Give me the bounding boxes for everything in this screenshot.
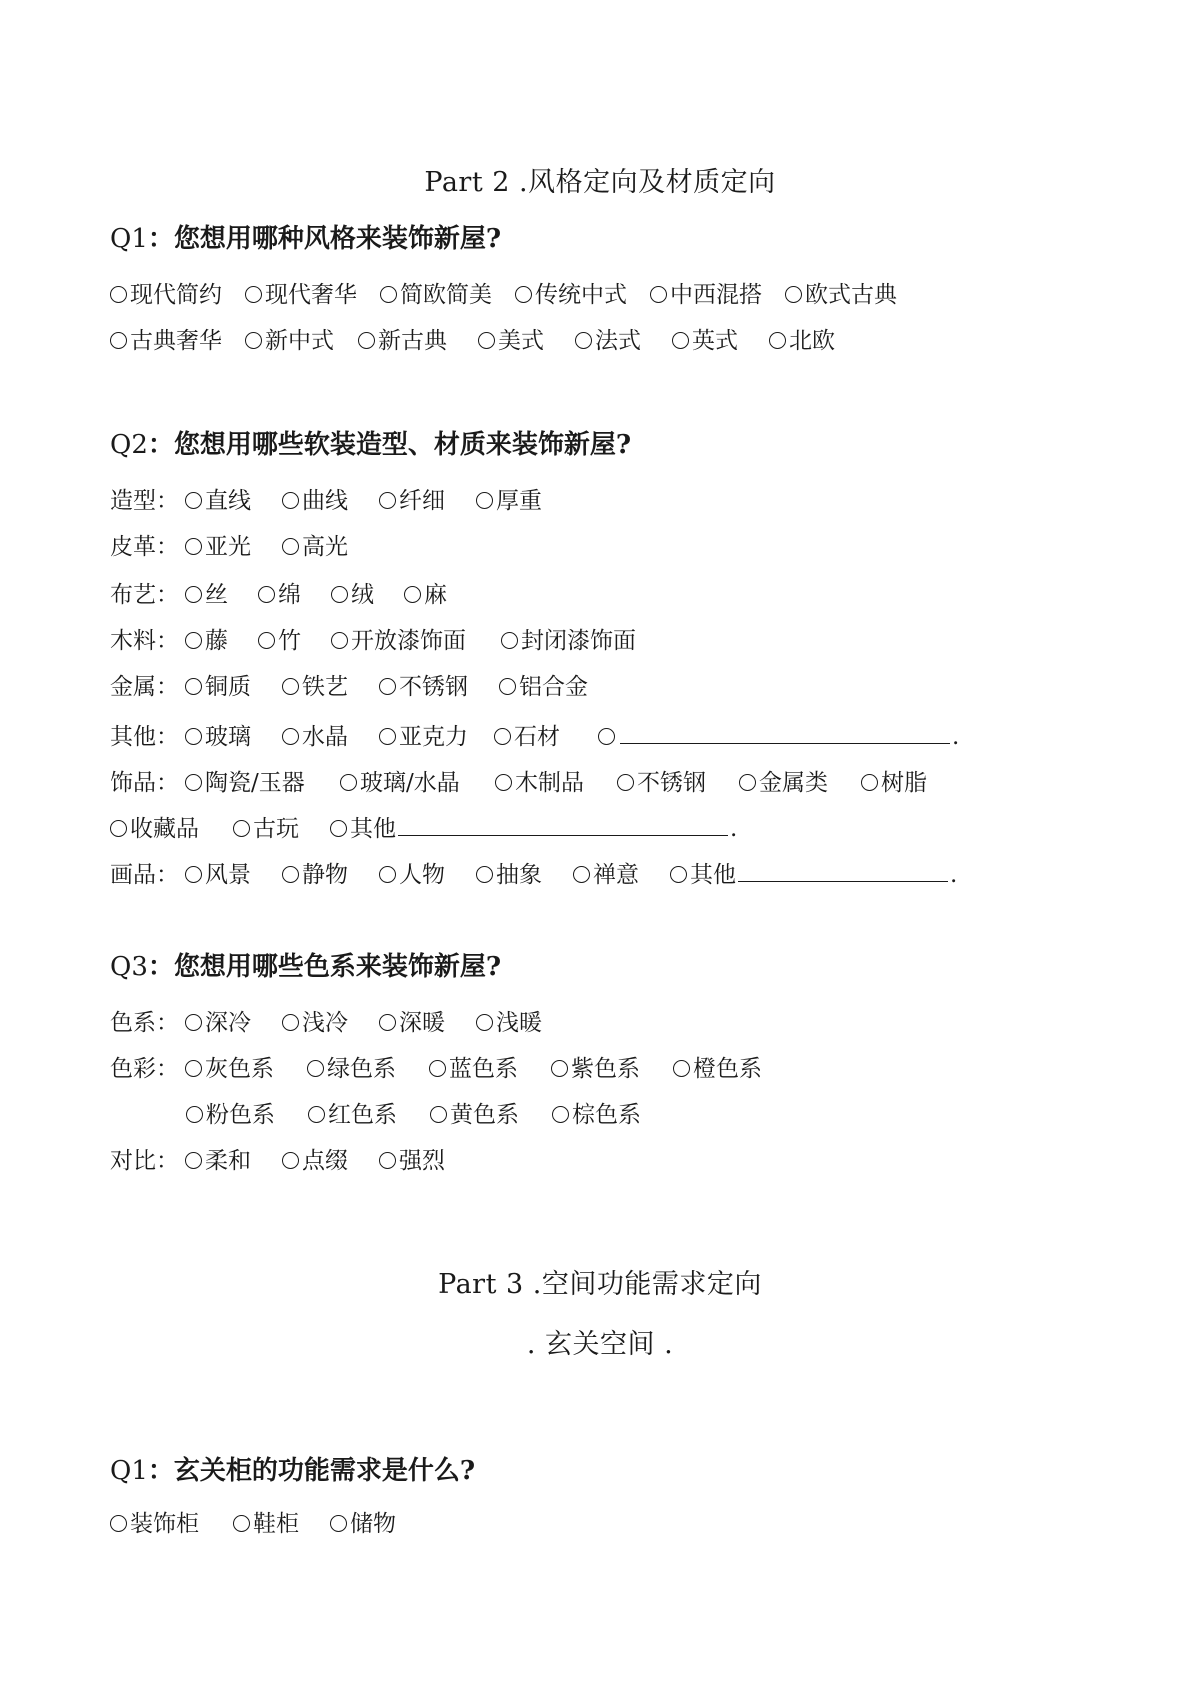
radio-circle-icon (110, 332, 127, 349)
question-entry-cabinet: Q1：玄关柜的功能需求是什么? (110, 1456, 476, 1486)
radio-circle-icon (185, 866, 202, 883)
radio-option[interactable]: 开放漆饰面 (331, 622, 501, 655)
tone-label: 色系： (110, 1010, 179, 1036)
radio-circle-icon (185, 1060, 202, 1077)
radio-circle-icon (404, 586, 421, 603)
radio-option[interactable]: 传统中式 (515, 276, 650, 309)
radio-option[interactable]: 储物 (330, 1505, 396, 1538)
color-label: 色彩： (110, 1056, 179, 1082)
fabric-row (110, 576, 447, 609)
radio-option[interactable]: 人物 (379, 856, 476, 889)
ornament-row (110, 764, 927, 797)
radio-circle-icon (670, 866, 687, 883)
radio-option[interactable]: 绿色系 (307, 1050, 429, 1083)
radio-circle-icon (258, 586, 275, 603)
radio-option[interactable]: 封闭漆饰面 (501, 622, 636, 655)
radio-option[interactable]: 陶瓷/玉器 (185, 764, 340, 797)
radio-option[interactable]: 藤 (185, 622, 258, 655)
radio-option[interactable]: 禅意 (573, 856, 670, 889)
radio-circle-icon (282, 678, 299, 695)
style-options-row-1 (110, 276, 897, 309)
radio-circle-icon (552, 1106, 569, 1123)
radio-option[interactable]: 装饰柜 (110, 1505, 233, 1538)
radio-option[interactable]: 蓝色系 (429, 1050, 551, 1083)
radio-option[interactable]: 英式 (672, 322, 769, 355)
radio-option[interactable]: 静物 (282, 856, 379, 889)
wood-row (110, 622, 636, 655)
contrast-label: 对比： (110, 1148, 179, 1174)
radio-option[interactable]: 浅暖 (476, 1004, 542, 1037)
radio-circle-icon (282, 538, 299, 555)
radio-option[interactable]: 亚光 (185, 528, 282, 561)
entry-cabinet-row (110, 1505, 396, 1538)
radio-option[interactable]: 柔和 (185, 1142, 282, 1175)
radio-circle-icon (379, 1152, 396, 1169)
leather-row (110, 528, 348, 561)
radio-option-other[interactable]: 其他 . (670, 856, 957, 889)
radio-circle-icon (617, 774, 634, 791)
radio-option[interactable]: 铝合金 (499, 668, 588, 701)
radio-circle-icon (331, 632, 348, 649)
radio-circle-icon (861, 774, 878, 791)
radio-option[interactable]: 不锈钢 (617, 764, 739, 797)
fabric-label: 布艺： (110, 582, 179, 608)
radio-circle-icon (186, 1106, 203, 1123)
radio-circle-icon (494, 728, 511, 745)
radio-circle-icon (478, 332, 495, 349)
radio-circle-icon (185, 586, 202, 603)
ornament-label: 饰品： (110, 770, 179, 796)
radio-option[interactable]: 北欧 (769, 322, 835, 355)
radio-option[interactable]: 树脂 (861, 764, 927, 797)
radio-circle-icon (379, 678, 396, 695)
radio-option-other[interactable]: 其他 . (330, 810, 737, 843)
radio-option[interactable]: 风景 (185, 856, 282, 889)
color-row-2 (186, 1096, 641, 1129)
radio-circle-icon (476, 866, 493, 883)
radio-option[interactable]: 美式 (478, 322, 575, 355)
radio-circle-icon (282, 728, 299, 745)
radio-option-other[interactable]: . (598, 721, 959, 750)
other-material-row (110, 718, 959, 751)
radio-circle-icon (110, 820, 127, 837)
radio-circle-icon (185, 1014, 202, 1031)
radio-option[interactable]: 亚克力 (379, 718, 494, 751)
question-style: Q1：您想用哪种风格来装饰新屋? (110, 224, 502, 254)
radio-circle-icon (245, 286, 262, 303)
radio-option[interactable]: 不锈钢 (379, 668, 499, 701)
radio-circle-icon (110, 286, 127, 303)
radio-circle-icon (430, 1106, 447, 1123)
other-label: 其他： (110, 724, 179, 750)
radio-circle-icon (258, 632, 275, 649)
radio-circle-icon (185, 492, 202, 509)
radio-circle-icon (495, 774, 512, 791)
radio-circle-icon (379, 1014, 396, 1031)
radio-circle-icon (185, 538, 202, 555)
radio-option[interactable]: 抽象 (476, 856, 573, 889)
radio-option[interactable]: 金属类 (739, 764, 861, 797)
radio-option[interactable]: 新古典 (358, 322, 478, 355)
radio-option[interactable]: 铜质 (185, 668, 282, 701)
radio-circle-icon (476, 492, 493, 509)
radio-option[interactable]: 水晶 (282, 718, 379, 751)
part2-title: Part 2 .风格定向及材质定向 (424, 167, 776, 198)
radio-option[interactable]: 铁艺 (282, 668, 379, 701)
radio-circle-icon (573, 866, 590, 883)
radio-option[interactable]: 中西混搭 (650, 276, 785, 309)
radio-option[interactable]: 石材 (494, 718, 598, 751)
radio-option[interactable]: 法式 (575, 322, 672, 355)
radio-circle-icon (330, 1515, 347, 1532)
question-materials: Q2：您想用哪些软装造型、材质来装饰新屋? (110, 430, 632, 460)
radio-option[interactable]: 竹 (258, 622, 331, 655)
radio-circle-icon (282, 492, 299, 509)
style-options-row-2 (110, 322, 835, 355)
radio-circle-icon (185, 678, 202, 695)
part3-title: Part 3 .空间功能需求定向 (438, 1269, 762, 1300)
radio-circle-icon (598, 728, 615, 745)
radio-option[interactable]: 收藏品 (110, 810, 233, 843)
radio-circle-icon (340, 774, 357, 791)
radio-circle-icon (769, 332, 786, 349)
radio-circle-icon (429, 1060, 446, 1077)
radio-circle-icon (185, 774, 202, 791)
radio-option[interactable]: 绒 (331, 576, 404, 609)
radio-circle-icon (185, 632, 202, 649)
radio-circle-icon (379, 866, 396, 883)
radio-circle-icon (380, 286, 397, 303)
radio-option[interactable]: 麻 (404, 576, 447, 609)
radio-option[interactable]: 鞋柜 (233, 1505, 330, 1538)
radio-option[interactable]: 木制品 (495, 764, 617, 797)
radio-option[interactable]: 现代奢华 (245, 276, 380, 309)
radio-circle-icon (185, 1152, 202, 1169)
radio-option[interactable]: 直线 (185, 482, 282, 515)
radio-option[interactable]: 曲线 (282, 482, 379, 515)
radio-option[interactable]: 古玩 (233, 810, 330, 843)
radio-circle-icon (308, 1106, 325, 1123)
radio-circle-icon (245, 332, 262, 349)
part3-subtitle: . 玄关空间 . (526, 1329, 674, 1360)
radio-circle-icon (331, 586, 348, 603)
radio-circle-icon (185, 728, 202, 745)
radio-option[interactable]: 玻璃/水晶 (340, 764, 495, 797)
radio-circle-icon (330, 820, 347, 837)
radio-option[interactable]: 现代简约 (110, 276, 245, 309)
radio-circle-icon (379, 728, 396, 745)
radio-option[interactable]: 深冷 (185, 1004, 282, 1037)
ornament-row-2 (110, 810, 737, 843)
radio-circle-icon (233, 820, 250, 837)
radio-circle-icon (379, 492, 396, 509)
radio-circle-icon (739, 774, 756, 791)
radio-circle-icon (282, 866, 299, 883)
radio-circle-icon (282, 1152, 299, 1169)
radio-option[interactable]: 点缀 (282, 1142, 379, 1175)
radio-circle-icon (785, 286, 802, 303)
radio-option[interactable]: 高光 (282, 528, 348, 561)
radio-option[interactable]: 厚重 (476, 482, 542, 515)
radio-option[interactable]: 浅冷 (282, 1004, 379, 1037)
radio-circle-icon (501, 632, 518, 649)
radio-option[interactable]: 黄色系 (430, 1096, 552, 1129)
radio-option[interactable]: 丝 (185, 576, 258, 609)
painting-row (110, 856, 957, 889)
radio-option[interactable]: 绵 (258, 576, 331, 609)
radio-circle-icon (650, 286, 667, 303)
radio-circle-icon (282, 1014, 299, 1031)
radio-circle-icon (307, 1060, 324, 1077)
color-row (110, 1050, 762, 1083)
metal-row (110, 668, 588, 701)
tone-row (110, 1004, 542, 1037)
metal-label: 金属： (110, 674, 179, 700)
radio-option[interactable]: 橙色系 (673, 1050, 762, 1083)
radio-circle-icon (110, 1515, 127, 1532)
question-colors: Q3：您想用哪些色系来装饰新屋? (110, 952, 502, 982)
radio-option[interactable]: 简欧简美 (380, 276, 515, 309)
radio-circle-icon (575, 332, 592, 349)
radio-circle-icon (476, 1014, 493, 1031)
radio-option[interactable]: 深暖 (379, 1004, 476, 1037)
other-material-input[interactable] (620, 721, 950, 744)
painting-other-input[interactable] (738, 859, 948, 882)
radio-option[interactable]: 古典奢华 (110, 322, 245, 355)
radio-option[interactable]: 新中式 (245, 322, 358, 355)
painting-label: 画品： (110, 862, 179, 888)
radio-option[interactable]: 棕色系 (552, 1096, 641, 1129)
ornament-other-input[interactable] (398, 813, 728, 836)
radio-circle-icon (673, 1060, 690, 1077)
radio-circle-icon (551, 1060, 568, 1077)
radio-circle-icon (499, 678, 516, 695)
radio-circle-icon (233, 1515, 250, 1532)
radio-option[interactable]: 玻璃 (185, 718, 282, 751)
radio-option[interactable]: 纤细 (379, 482, 476, 515)
radio-option[interactable]: 灰色系 (185, 1050, 307, 1083)
leather-label: 皮革： (110, 534, 179, 560)
radio-circle-icon (672, 332, 689, 349)
radio-option[interactable]: 欧式古典 (785, 276, 897, 309)
wood-label: 木料： (110, 628, 179, 654)
contrast-row (110, 1142, 445, 1175)
radio-option[interactable]: 强烈 (379, 1142, 445, 1175)
radio-circle-icon (358, 332, 375, 349)
radio-option[interactable]: 红色系 (308, 1096, 430, 1129)
shape-label: 造型： (110, 488, 179, 514)
radio-option[interactable]: 紫色系 (551, 1050, 673, 1083)
radio-circle-icon (515, 286, 532, 303)
shape-row (110, 482, 542, 515)
radio-option[interactable]: 粉色系 (186, 1096, 308, 1129)
